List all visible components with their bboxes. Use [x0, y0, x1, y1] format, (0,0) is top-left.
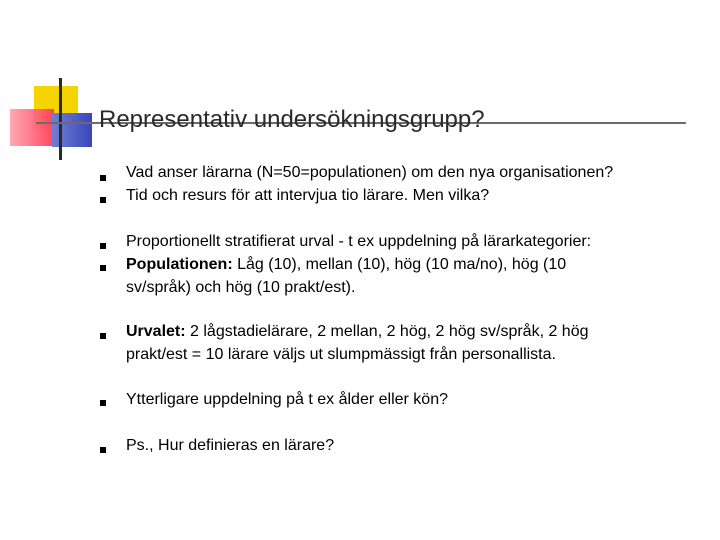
square-bullet-icon: [100, 175, 106, 181]
list-item: [126, 322, 589, 342]
item-text: 2 lågstadielärare, 2 mellan, 2 hög, 2 hög sv/språk, 2 hög: [185, 323, 589, 340]
square-bullet-icon: [100, 197, 106, 203]
item-bold-label: Urvalet:: [126, 323, 186, 340]
square-bullet-icon: [100, 447, 106, 453]
square-bullet-icon: [100, 400, 106, 406]
decor-blue-square: [52, 113, 92, 147]
list-item-continuation: sv/språk) och hög (10 prakt/est).: [126, 279, 356, 296]
square-bullet-icon: [100, 333, 106, 339]
item-text: Låg (10), mellan (10), hög (10 ma/no), hög (10: [232, 256, 567, 273]
square-bullet-icon: [100, 243, 106, 249]
decor-red-square: [10, 109, 54, 146]
list-item: Ytterligare uppdelning på t ex ålder eller kön?: [126, 391, 448, 408]
list-item: Tid och resurs för att intervjua tio lärare. Men vilka?: [126, 187, 490, 204]
list-item: Ps., Hur definieras en lärare?: [126, 437, 335, 454]
list-item: [126, 255, 566, 275]
list-item: Proportionellt stratifierat urval - t ex uppdelning på lärarkategorier:: [126, 233, 592, 250]
list-item: Vad anser lärarna (N=50=populationen) om den nya organisationen?: [126, 164, 614, 181]
list-item-continuation: prakt/est = 10 lärare väljs ut slumpmässigt från personallista.: [126, 346, 556, 363]
decor-vertical-line: [59, 78, 62, 160]
square-bullet-icon: [100, 265, 106, 271]
item-bold-label: Populationen:: [126, 256, 233, 273]
slide-title: Representativ undersökningsgrupp?: [99, 106, 485, 133]
